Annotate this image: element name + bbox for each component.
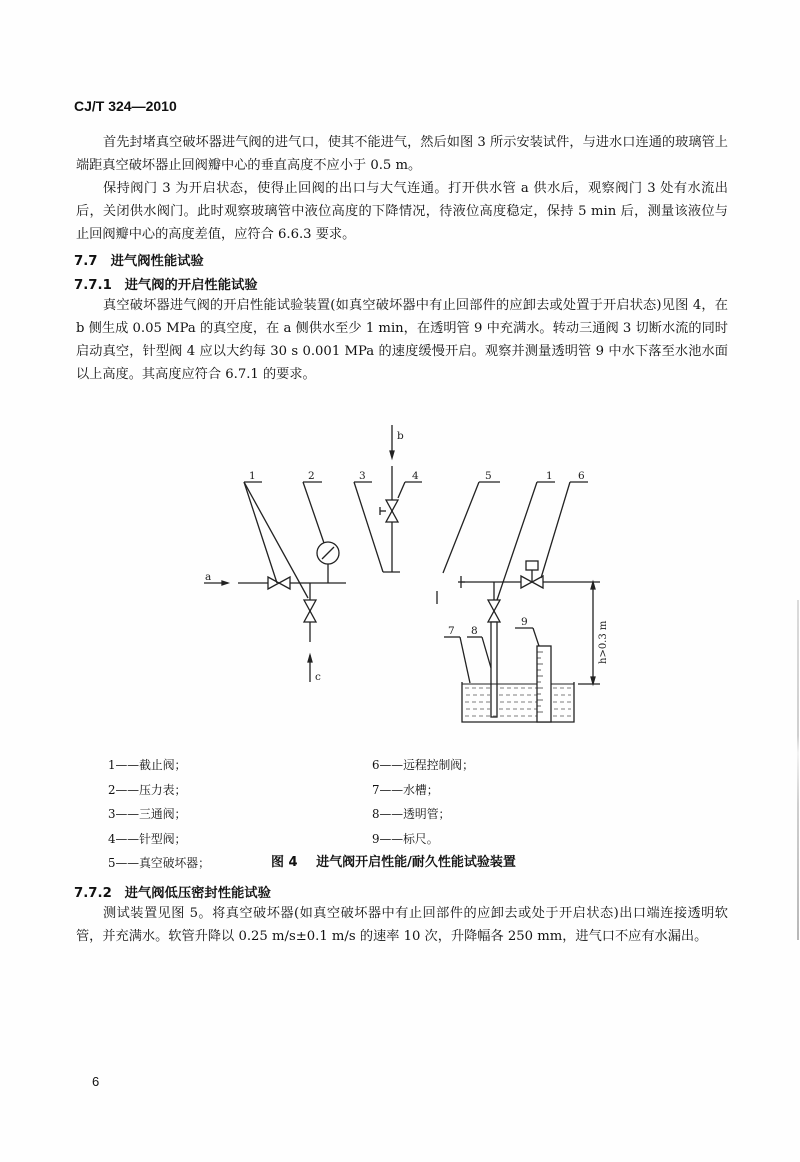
page-number: 6 (92, 1074, 100, 1089)
legend-item: 6——远程控制阀； (372, 758, 474, 772)
paragraph-7-7-1-body: 真空破坏器进气阀的开启性能试验装置(如真空破坏器中有止回部件的应卸去或处置于开启状态)见图 4，在 b 侧生成 0.05 MPa 的真空度，在 a 侧供水至少 1 min，在透明管 9 中充满水。转动三通阀 3 切断水流的同时启动真空，针型阀 4 应以大约每 30 s 0.001 MPa 的速度缓慢开启。观察并测量透明管 9 中水下落至水池水面以上高度。其高度应符合 6.7.1 的要求。 (76, 298, 728, 382)
callout-6: 6 (578, 470, 585, 482)
needle-valve-assembly (354, 425, 422, 572)
section-title: 进气阀的开启性能试验 (124, 278, 258, 293)
callout-5: 5 (485, 470, 492, 482)
legend-item: 4——针型阀； (108, 831, 187, 846)
callout-7: 7 (448, 625, 455, 637)
paragraph-seal-inlet: 首先封堵真空破坏器进气阀的进气口，使其不能进气，然后如图 3 所示安装试件，与进水口连通的玻璃管上端距真空破坏器止回阀瓣中心的垂直高度不应小于 0.5 m。 (76, 135, 728, 173)
legend-item: 8——透明管； (372, 807, 451, 821)
right-assembly (437, 470, 609, 722)
section-number: 7.7.1 (74, 278, 112, 293)
dimension-h-label: h>0.3 m (598, 620, 609, 664)
callout-4: 4 (412, 470, 419, 482)
callout-2: 2 (308, 470, 315, 482)
legend-item: 1——截止阀； (108, 758, 187, 772)
section-title: 进气阀性能试验 (110, 254, 204, 269)
callout-3: 3 (359, 470, 366, 482)
figure-4-diagram (190, 415, 620, 735)
figure-legend-right (372, 753, 474, 851)
callout-8: 8 (471, 625, 478, 637)
section-heading-7-7-2 (74, 882, 271, 901)
section-heading-7-7-1 (74, 274, 258, 293)
figure-number: 图 4 (271, 855, 298, 870)
left-assembly (204, 470, 346, 683)
figure-caption (271, 851, 516, 870)
callout-9: 9 (521, 616, 528, 628)
flow-label-b: b (397, 430, 404, 442)
flow-label-a: a (205, 571, 212, 583)
legend-item: 7——水槽； (372, 782, 439, 797)
standard-code-header: CJ/T 324—2010 (74, 98, 177, 114)
legend-item: 9——标尺。 (372, 831, 439, 846)
callout-1b: 1 (546, 470, 553, 482)
legend-item: 3——三通阀； (108, 807, 187, 821)
paragraph-valve3-open: 保持阀门 3 为开启状态，使得止回阀的出口与大气连通。打开供水管 a 供水后，观察阀门 3 处有水流出后，关闭供水阀门。此时观察玻璃管中液位高度的下降情况，待液位高度稳定，保持 5 min 后，测量该液位与止回阀瓣中心的高度差值，应符合 6.6.3 要求。 (76, 181, 728, 242)
section-title: 进气阀低压密封性能试验 (124, 886, 271, 901)
figure-title: 进气阀开启性能/耐久性能试验装置 (316, 855, 516, 870)
section-number: 7.7 (74, 254, 98, 269)
scan-edge (797, 600, 799, 940)
figure-legend-left (108, 753, 210, 876)
section-number: 7.7.2 (74, 886, 112, 901)
legend-item: 2——压力表； (108, 782, 187, 797)
paragraph-7-7-2-body: 测试装置见图 5。将真空破坏器(如真空破坏器中有止回部件的应卸去或处于开启状态)出口端连接透明软管，并充满水。软管升降以 0.25 m/s±0.1 m/s 的速率 10 次，升降幅各 250 mm，进气口不应有水漏出。 (76, 906, 728, 944)
flow-label-c: c (315, 671, 321, 683)
legend-item: 5——真空破坏器； (108, 856, 210, 870)
section-heading-7-7 (74, 250, 204, 269)
callout-1: 1 (249, 470, 256, 482)
